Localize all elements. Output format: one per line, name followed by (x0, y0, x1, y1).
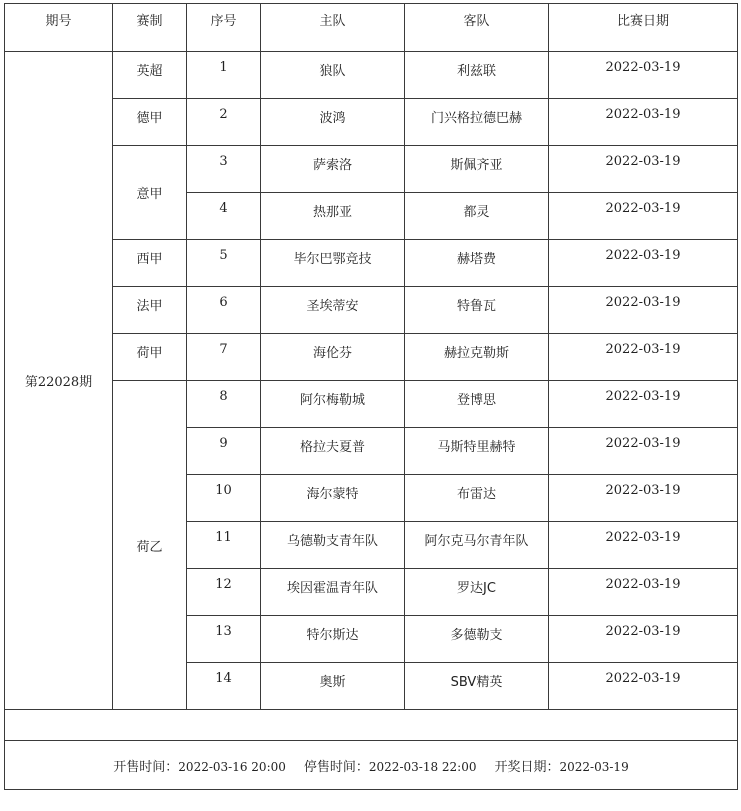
draw-date-label: 开奖日期： (494, 759, 560, 775)
match-date: 2022-03-19 (549, 616, 738, 663)
match-number: 14 (187, 663, 261, 710)
away-team: 都灵 (405, 193, 549, 240)
home-team: 埃因霍温青年队 (261, 569, 405, 616)
match-number: 2 (187, 99, 261, 146)
home-team: 毕尔巴鄂竞技 (261, 240, 405, 287)
away-team: 赫拉克勒斯 (405, 334, 549, 381)
match-number: 8 (187, 381, 261, 428)
header-number: 序号 (187, 4, 261, 52)
match-number: 1 (187, 52, 261, 99)
header-away: 客队 (405, 4, 549, 52)
league-cell: 意甲 (113, 146, 187, 240)
away-team: 斯佩齐亚 (405, 146, 549, 193)
draw-date: 2022-03-19 (559, 759, 629, 774)
issue-cell: 第22028期 (5, 52, 113, 710)
sale-start-label: 开售时间： (113, 759, 179, 775)
spacer-cell (5, 710, 738, 741)
match-date: 2022-03-19 (549, 522, 738, 569)
home-team: 特尔斯达 (261, 616, 405, 663)
header-home: 主队 (261, 4, 405, 52)
match-date: 2022-03-19 (549, 52, 738, 99)
away-team: 阿尔克马尔青年队 (405, 522, 549, 569)
home-team: 波鸿 (261, 99, 405, 146)
header-row (5, 4, 738, 52)
home-team: 热那亚 (261, 193, 405, 240)
sale-stop-time: 2022-03-18 22:00 (368, 759, 477, 774)
away-team: 门兴格拉德巴赫 (405, 99, 549, 146)
match-date: 2022-03-19 (549, 99, 738, 146)
match-number: 9 (187, 428, 261, 475)
league-cell: 法甲 (113, 287, 187, 334)
home-team: 阿尔梅勒城 (261, 381, 405, 428)
match-number: 12 (187, 569, 261, 616)
match-date: 2022-03-19 (549, 193, 738, 240)
away-team: 登博思 (405, 381, 549, 428)
home-team: 狼队 (261, 52, 405, 99)
sale-info (5, 741, 738, 790)
table-row (5, 334, 738, 381)
away-team: SBV精英 (405, 663, 549, 710)
match-number: 13 (187, 616, 261, 663)
match-date: 2022-03-19 (549, 663, 738, 710)
league-cell: 英超 (113, 52, 187, 99)
table-row (5, 99, 738, 146)
header-date: 比赛日期 (549, 4, 738, 52)
away-team: 多德勒支 (405, 616, 549, 663)
table-row (5, 381, 738, 428)
footer-row (5, 741, 738, 790)
match-date: 2022-03-19 (549, 146, 738, 193)
table-row (5, 52, 738, 99)
fixtures-table (4, 3, 738, 790)
table-row (5, 240, 738, 287)
match-date: 2022-03-19 (549, 334, 738, 381)
match-date: 2022-03-19 (549, 287, 738, 334)
match-date: 2022-03-19 (549, 569, 738, 616)
table-row (5, 146, 738, 193)
match-date: 2022-03-19 (549, 381, 738, 428)
league-cell: 德甲 (113, 99, 187, 146)
sale-start-time: 2022-03-16 20:00 (178, 759, 286, 774)
match-number: 11 (187, 522, 261, 569)
match-number: 7 (187, 334, 261, 381)
away-team: 罗达JC (405, 569, 549, 616)
home-team: 乌德勒支青年队 (261, 522, 405, 569)
home-team: 海伦芬 (261, 334, 405, 381)
away-team: 特鲁瓦 (405, 287, 549, 334)
home-team: 奥斯 (261, 663, 405, 710)
away-team: 利兹联 (405, 52, 549, 99)
match-date: 2022-03-19 (549, 428, 738, 475)
home-team: 海尔蒙特 (261, 475, 405, 522)
spacer-row (5, 710, 738, 741)
away-team: 布雷达 (405, 475, 549, 522)
home-team: 圣埃蒂安 (261, 287, 405, 334)
match-number: 10 (187, 475, 261, 522)
home-team: 格拉夫夏普 (261, 428, 405, 475)
match-number: 3 (187, 146, 261, 193)
match-number: 4 (187, 193, 261, 240)
table-row (5, 287, 738, 334)
header-issue: 期号 (5, 4, 113, 52)
home-team: 萨索洛 (261, 146, 405, 193)
league-cell: 西甲 (113, 240, 187, 287)
match-number: 6 (187, 287, 261, 334)
away-team: 赫塔费 (405, 240, 549, 287)
match-date: 2022-03-19 (549, 475, 738, 522)
league-cell: 荷甲 (113, 334, 187, 381)
sale-stop-label: 停售时间： (303, 759, 369, 775)
match-number: 5 (187, 240, 261, 287)
header-league: 赛制 (113, 4, 187, 52)
away-team: 马斯特里赫特 (405, 428, 549, 475)
match-date: 2022-03-19 (549, 240, 738, 287)
league-cell: 荷乙 (113, 381, 187, 710)
